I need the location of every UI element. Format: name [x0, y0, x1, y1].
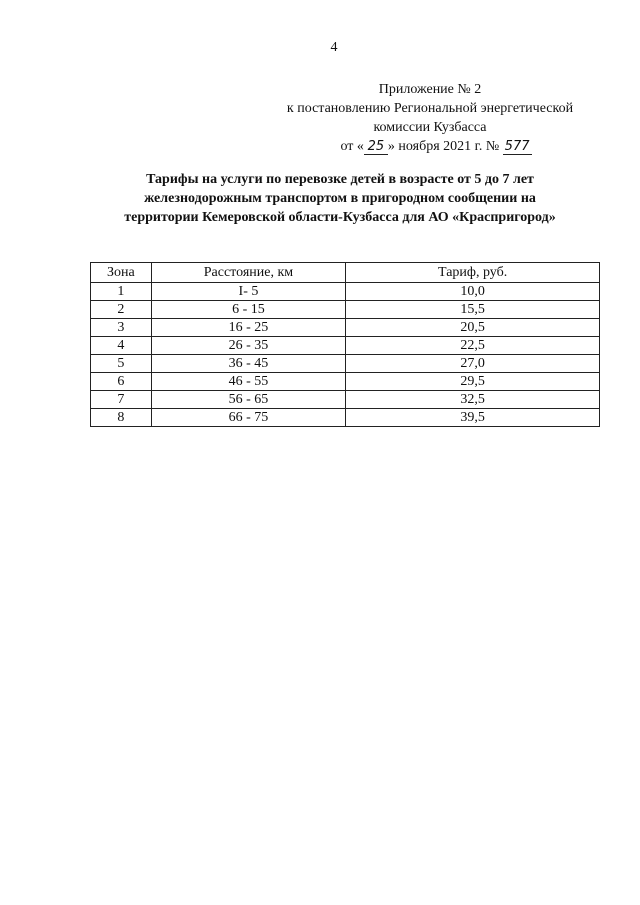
- cell-zone: 3: [91, 319, 152, 337]
- handwritten-day: 25: [364, 140, 388, 155]
- cell-tariff: 22,5: [346, 337, 600, 355]
- cell-distance: 26 - 35: [151, 337, 346, 355]
- date-middle: » ноября 2021 г. №: [387, 139, 500, 154]
- handwritten-doc-number: 577: [504, 139, 530, 154]
- cell-zone: 8: [91, 409, 152, 427]
- tariff-table: [90, 262, 600, 427]
- cell-distance: 66 - 75: [151, 409, 346, 427]
- cell-distance: 56 - 65: [151, 391, 346, 409]
- cell-distance: 36 - 45: [151, 355, 346, 373]
- header-zone: Зона: [91, 263, 152, 283]
- table-row: [91, 391, 600, 409]
- appendix-date-line: [260, 137, 600, 156]
- cell-distance: 46 - 55: [151, 373, 346, 391]
- cell-zone: 2: [91, 301, 152, 319]
- table-row: [91, 283, 600, 301]
- table-header-row: [91, 263, 600, 283]
- cell-zone: 6: [91, 373, 152, 391]
- cell-distance: 6 - 15: [151, 301, 346, 319]
- cell-zone: 7: [91, 391, 152, 409]
- header-tariff: Тариф, руб.: [346, 263, 600, 283]
- title-line-3: территории Кемеровской области-Кузбасса для АО «Краспригород»: [124, 210, 556, 225]
- document-title: [90, 170, 590, 227]
- cell-tariff: 32,5: [346, 391, 600, 409]
- header-distance: Расстояние, км: [151, 263, 346, 283]
- cell-tariff: 29,5: [346, 373, 600, 391]
- table-row: [91, 337, 600, 355]
- cell-zone: 5: [91, 355, 152, 373]
- table-row: [91, 409, 600, 427]
- appendix-commission-line: комиссии Кузбасса: [373, 120, 487, 135]
- page-number: 4: [330, 40, 338, 55]
- cell-zone: 1: [91, 283, 152, 301]
- cell-distance: I- 5: [151, 283, 346, 301]
- cell-distance: 16 - 25: [151, 319, 346, 337]
- cell-tariff: 39,5: [346, 409, 600, 427]
- appendix-title: Приложение № 2: [378, 82, 482, 97]
- cell-tariff: 20,5: [346, 319, 600, 337]
- title-line-2: железнодорожным транспортом в пригородном сообщении на: [144, 191, 536, 206]
- cell-tariff: 15,5: [346, 301, 600, 319]
- appendix-header: [260, 80, 600, 156]
- title-line-1: Тарифы на услуги по перевозке детей в возрасте от 5 до 7 лет: [146, 172, 534, 187]
- table-row: [91, 319, 600, 337]
- table-row: [91, 301, 600, 319]
- appendix-resolution-line: к постановлению Региональной энергетической: [286, 101, 574, 116]
- table-row: [91, 355, 600, 373]
- cell-zone: 4: [91, 337, 152, 355]
- date-prefix: от «: [340, 139, 364, 154]
- cell-tariff: 27,0: [346, 355, 600, 373]
- table-row: [91, 373, 600, 391]
- cell-tariff: 10,0: [346, 283, 600, 301]
